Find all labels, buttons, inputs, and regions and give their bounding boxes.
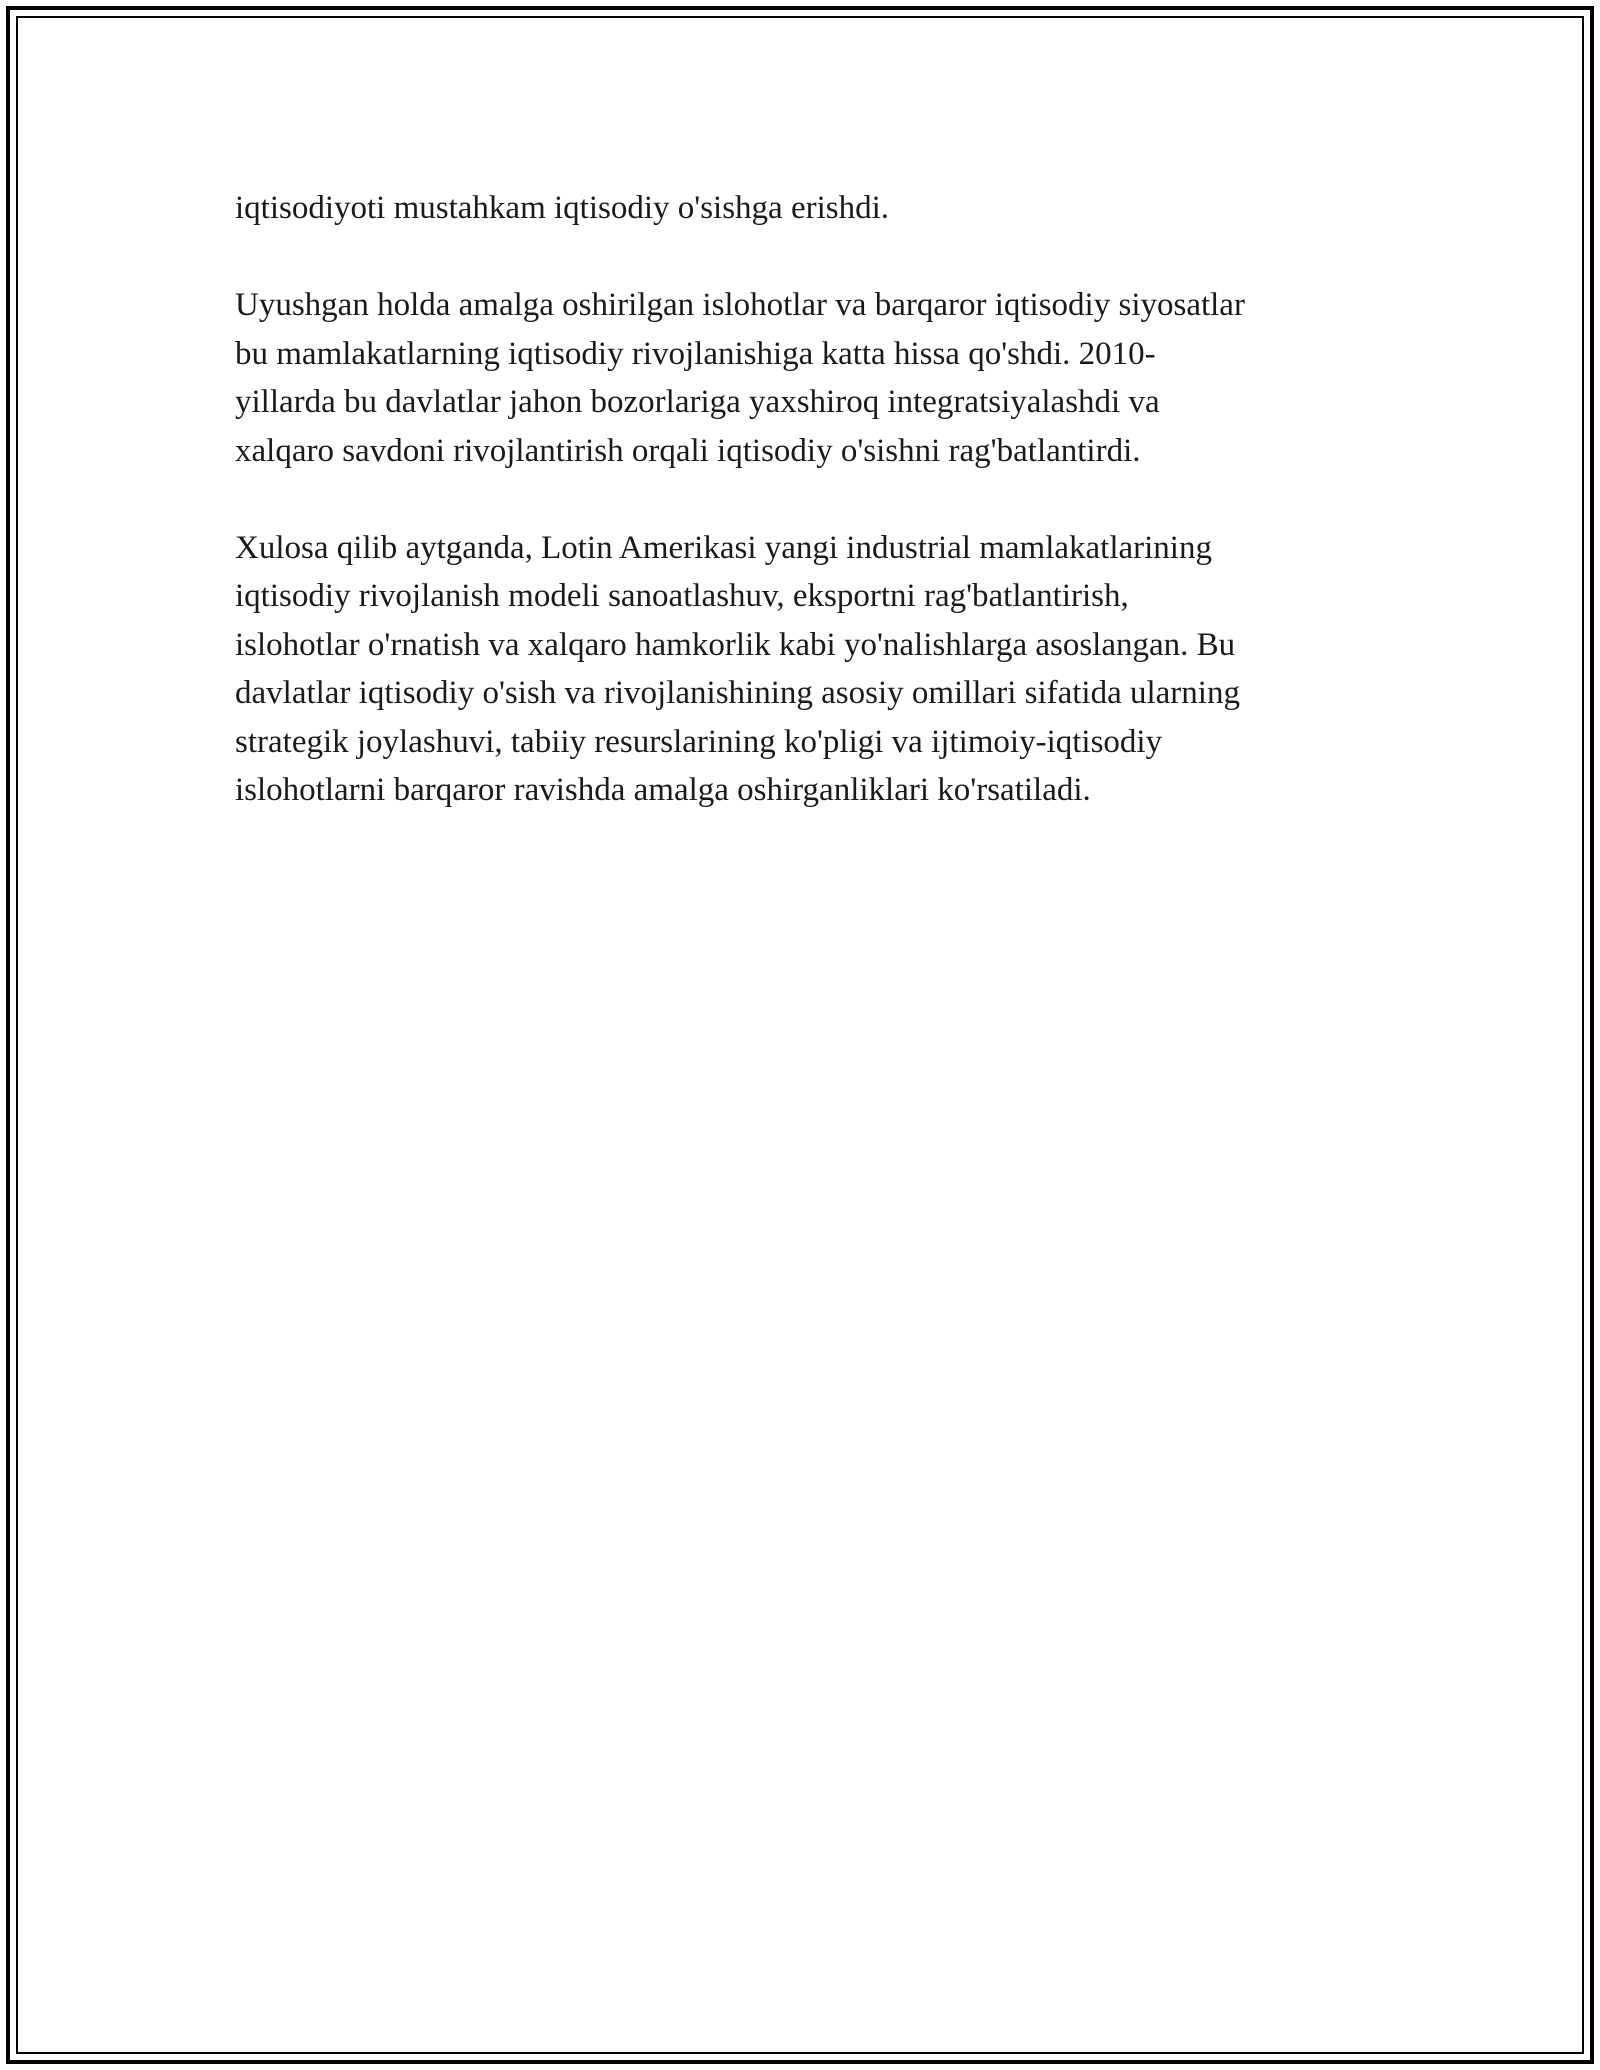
paragraph-2: Uyushgan holda amalga oshirilgan islohotlar va barqaror iqtisodiy siyosatlar bu mamlakatlarning iqtisodiy rivojlanishiga katta hissa qo'shdi. 2010- yillarda bu davlatlar jahon bozorlariga yaxshiroq integratsiyalashdi va xalqaro savdoni rivojlantirish orqali iqtisodiy o'sishni rag'batlantirdi. (235, 287, 1245, 469)
document-body (235, 184, 1375, 863)
paragraph-3: Xulosa qilib aytganda, Lotin Amerikasi yangi industrial mamlakatlarining iqtisodiy rivojlanish modeli sanoatlashuv, eksportni rag'batlantirish, islohotlar o'rnatish va xalqaro hamkorlik kabi yo'nalishlarga asoslangan. Bu davlatlar iqtisodiy o'sish va rivojlanishining asosiy omillari sifatida ularning strategik joylashuvi, tabiiy resurslarining ko'pligi va ijtimoiy-iqtisodiy islohotlarni barqaror ravishda amalga oshirganliklari ko'rsatiladi. (235, 529, 1240, 808)
paragraph-1: iqtisodiyoti mustahkam iqtisodiy o'sishga erishdi. (235, 190, 890, 226)
